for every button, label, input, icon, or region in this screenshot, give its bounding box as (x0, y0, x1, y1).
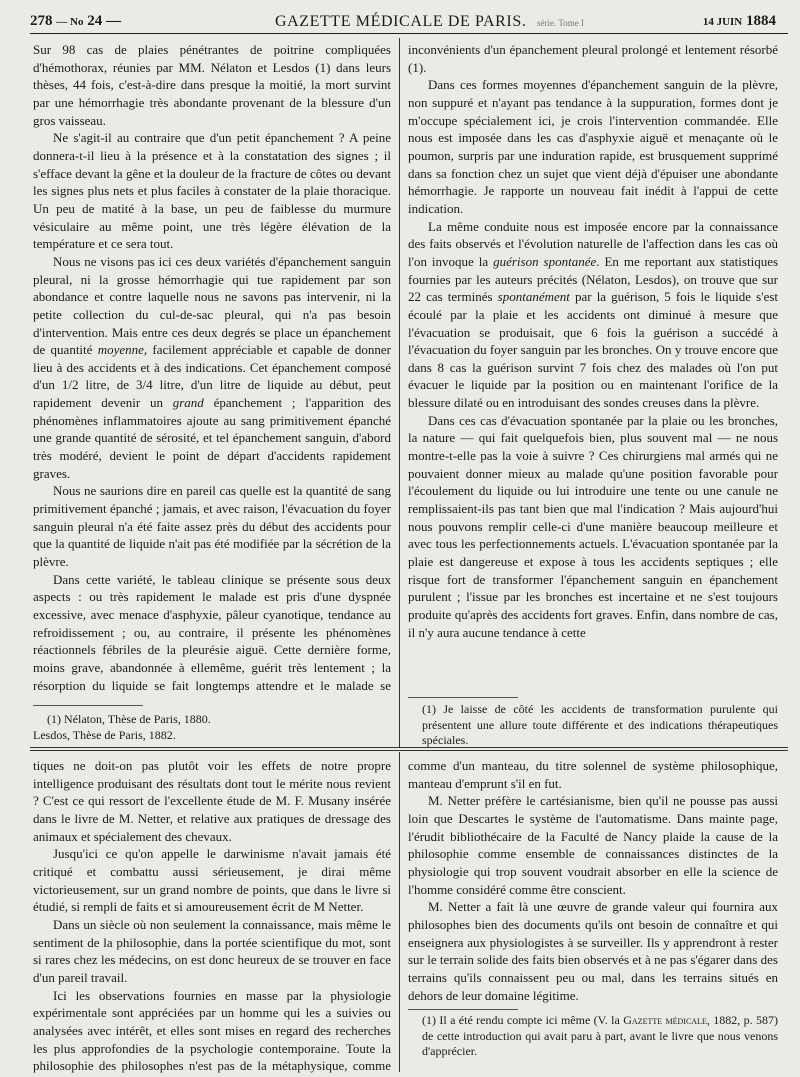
footnote-rule (408, 1009, 518, 1010)
paragraph: comme d'un manteau, du titre solennel de système philosophique, manteau d'emprunt s'il en fut. (408, 758, 778, 791)
footnote-line: Lesdos, Thèse de Paris, 1882. (33, 727, 176, 742)
footnote-line: (1) Je laisse de côté les accidents de transformation purulente qui présentent une allure toute différente et des indications thérapeutiques spéciales. (422, 702, 778, 747)
italic-text: guérison spontanée (493, 253, 597, 269)
italic-text: grand (172, 395, 204, 411)
paragraph: Dans ces formes moyennes d'épanchement sanguin de la plèvre, non suppuré et n'ayant pas tendance à la suppuration, formes dont je m'occupe spécialement ici, je crois l'intervention commandée. Elle nous est imposée dans les cas d'asphyxie aiguë et menaçante où le poumon, surpris par une induration rapide, est brusquement supprimé dans sa fonction chez un sujet que vient déjà d'épuiser une abondante hémorrhagie. Je rapporte un nouveau fait inédit à l'appui de cette indication. (408, 77, 778, 216)
paragraph: Dans ces cas d'évacuation spontanée par la plaie ou les bronches, la nature — qui fait quelquefois bien, plus souvent mal — ne nous montre-t-elle pas la voie à suivre ? Ces chirurgiens mal armés qui ne pouvaient donner mieux au malade qu'une position favorable pour l'écoulement du liquide ou lui introduire une tente ou une canule ne remplissaient-ils pas tant bien que mal l'indication ? Mais aujourd'hui nous pouvons remplir celle-ci d'une manière beaucoup meilleure et avec tous les perfectionnements actuels. L'évacuation spontanée par la plaie est dangereuse et expose à tous les accidents septiques ; elle risque fort de transformer l'épanchement sanguin en épanchement purulent ; l'issue par les bronches est incertaine et ne s'est toujours produite qu'après des accidents fort graves. Enfin, dans nombre de cas, il n'y aura aucune tendance à cette (408, 412, 778, 640)
text-run: épanchement ; l'apparition des phénomènes inflammatoires ajoute au sang primitivement épanché une grande quantité de sérosité, et tel épanchement sanguin, d'abord très modéré, devient le point de départ d'accidents rapidement graves. (33, 395, 391, 481)
text-run: (1) Il a été rendu compte ici même (V. la (422, 1013, 620, 1027)
section-rule (30, 747, 788, 748)
paragraph: Dans un siècle où non seulement la connaissance, mais même le sentiment de la philosophie, dans la portée scientifique du mot, sont si rares chez les médecins, on est donc heureux de se trouver en face d'un pareil travail. (33, 916, 391, 985)
column-upper-left (33, 41, 391, 696)
section-rule-thin (30, 750, 788, 751)
text-run: Nous ne visons pas ici ces deux variétés d'épanchement sanguin pleural, ni la grosse hémorrhagie qui tue rapidement par son abondance et contre laquelle nous ne savons pas intervenir, ni la petite collection du cul-de-sac pleural, qui n'a pas besoin d'intervention. Mais entre ces deux degrés se place un épanchement de quantité (33, 253, 391, 358)
page-header (30, 13, 788, 34)
paragraph: tiques ne doit-on pas plutôt voir les effets de notre propre intelligence produisant des résultats dont tout le mérite nous revient ? C'est ce qui ressort de l'excellente étude de M. F. Musany insérée dans le livre de M. Netter, et relative aux pratiques de dressage des animaux et spécialement des chevaux. (33, 758, 391, 844)
issue-suffix: — (105, 13, 121, 29)
paragraph: M. Netter préfère le cartésianisme, bien qu'il ne pousse pas aussi loin que Descartes le système de l'automatisme. Dans mainte page, l'érudit bibliothécaire de la Faculté de Nancy plaide la cause de la philosophie comme ensemble de connaissances distinctes de la physiologie qui trop souvent voudrait absorber en elle la science de l'homme considéré comme être conscient. (408, 793, 778, 897)
page-number: 278 (30, 13, 53, 29)
paragraph (408, 1004, 778, 1007)
column-divider (399, 752, 400, 1072)
paragraph: Sur 98 cas de plaies pénétrantes de poitrine compliquées d'hémothorax, réunies par MM. Nélaton et Lesdos (1) dans leurs thèses, 44 fois, c'est-à-dire dans presque la moitié, la mort survint par une hémorrhagie très abondante provenant de la blessure d'un gros vaisseau. (33, 42, 391, 128)
small-caps-text: Gazette médicale (623, 1013, 707, 1027)
column-upper-right (408, 41, 778, 694)
paragraph: Ne s'agit-il au contraire que d'un petit épanchement ? A peine donnera-t-il lieu à la présence et à la constatation des signes ; il s'efface devant la gêne et la douleur de la fracture de côtes ou devant les signes plus nets et plus faciles à constater de la plaie thoracique. Un peu de matité à la base, un peu de faiblesse du murmure vésiculaire au même point, une très légère élévation de la température et ce sera tout. (33, 130, 391, 252)
footnote-lower-right (408, 1013, 778, 1060)
paragraph: Dans cette variété, le tableau clinique se présente sous deux aspects : ou très rapidement le malade est pris d'une dyspnée excessive, avec menace d'asphyxie, pâleur cyanotique, tendance au refroidissement ; ou, au contraire, il présente les phénomènes réactionnels fébriles de la pleurésie aiguë. Cette dernière forme, moins grave, abandonnée à ellemême, guérit très lentement ; la résorption du liquide se fait longtemps attendre et le malade se (33, 571, 391, 693)
journal-title: GAZETTE MÉDICALE DE PARIS. (275, 13, 527, 30)
text-run: . En me reportant aux statistiques fournies par les auteurs précités (Nélaton, Lesdos), on trouve que sur 22 cas terminés (408, 253, 778, 305)
footnote-rule (408, 697, 518, 698)
paragraph: inconvénients d'un épanchement pleural prolongé et lentement résorbé (1). (408, 42, 778, 75)
paragraph: M. Netter a fait là une œuvre de grande valeur qui fournira aux philosophes bien des documents qu'ils ont besoin de connaître et qui enseignera aux physiologistes à se surveiller. Ils y apprendront à rester sur le terrain solide des faits bien observés et à ne pas s'égarer dans des terrains qu'ils connaissent peu ou mal, dans les terrains situés en dehors de leur domaine légitime. (408, 899, 778, 1003)
paragraph: Ici les observations fournies en masse par la physiologie expérimentale sont appréciées par un homme qui les a suivies ou analysées avec intérêt, et elles sont mises en regard des recherches les plus approfondies de la psychologie contemporaine. Toute la philosophie des philosophes n'est pas de la métaphysique, comme (33, 987, 391, 1074)
paragraph: Nous ne saurions dire en pareil cas quelle est la quantité de sang primitivement épanché ; jamais, et avec raison, l'évacuation du foyer sanguin pleural n'a été faite assez près du début des accidents pour que la quantité de liquide n'ait pas été modifiée par la sécrétion de la plèvre. (33, 483, 391, 570)
text-run: , facilement appréciable et capable de donner lieu à des accidents et à des indications. Cet épanchement composé d'un 1/2 litre, de 3/4 litre, d'un litre de liquide au début, peut rapidement devenir un (33, 342, 391, 411)
column-divider (399, 38, 400, 748)
text-run: , 1882, p. 587) de cette introduction qui avait paru à part, avant le livre que nous venons d'apprécier. (422, 1013, 778, 1058)
column-lower-left (33, 757, 391, 1075)
paragraph: Jusqu'ici ce qu'on appelle le darwinisme n'avait jamais été critiqué et combattu aussi sérieusement, je dirai même victorieusement, sur un grand nombre de points, que dans le livre si étudié, si rempli de faits et si amoureusement écrit de M Netter. (33, 846, 391, 915)
page-number-issue (30, 13, 121, 30)
footnote-line (408, 1013, 778, 1060)
bleed-through-text: série. Tome I (537, 18, 584, 28)
text-run: La même conduite nous est imposée encore par la connaissance des faits observés et l'évolution naturelle de l'affection dans les cas où l'on invoque la (408, 218, 778, 269)
text-run: par la guérison, 5 fois le liquide s'est écoulé par la plaie et les accidents ont diminué à mesure que l'évacuation se produisait, que 6 fois la guérison a succédé à l'évacuation du foyer sanguin par les bronches. On y trouve encore que dans 8 cas la guérison survint 7 fois chez des malades où l'on put évacuer le liquide par la position ou en maintenant l'orifice de la blessure dilaté ou en introduisant des sondes creuses dans la plèvre. (408, 289, 778, 411)
issue-date (703, 13, 776, 30)
italic-text: spontanément (497, 289, 570, 305)
footnote-upper-left (33, 712, 391, 743)
footnote-rule (33, 705, 143, 706)
paragraph (408, 218, 778, 412)
footnote-line: (1) Nélaton, Thèse de Paris, 1880. (47, 712, 211, 726)
issue-number: 24 (87, 13, 103, 29)
paragraph (33, 253, 391, 483)
footnote-upper-right (408, 702, 778, 749)
column-lower-right (408, 757, 778, 1007)
italic-text: moyenne (97, 342, 144, 358)
issue-prefix: — No (56, 16, 84, 28)
date-day-month: 14 JUIN (702, 16, 743, 28)
date-year: 1884 (746, 13, 776, 29)
